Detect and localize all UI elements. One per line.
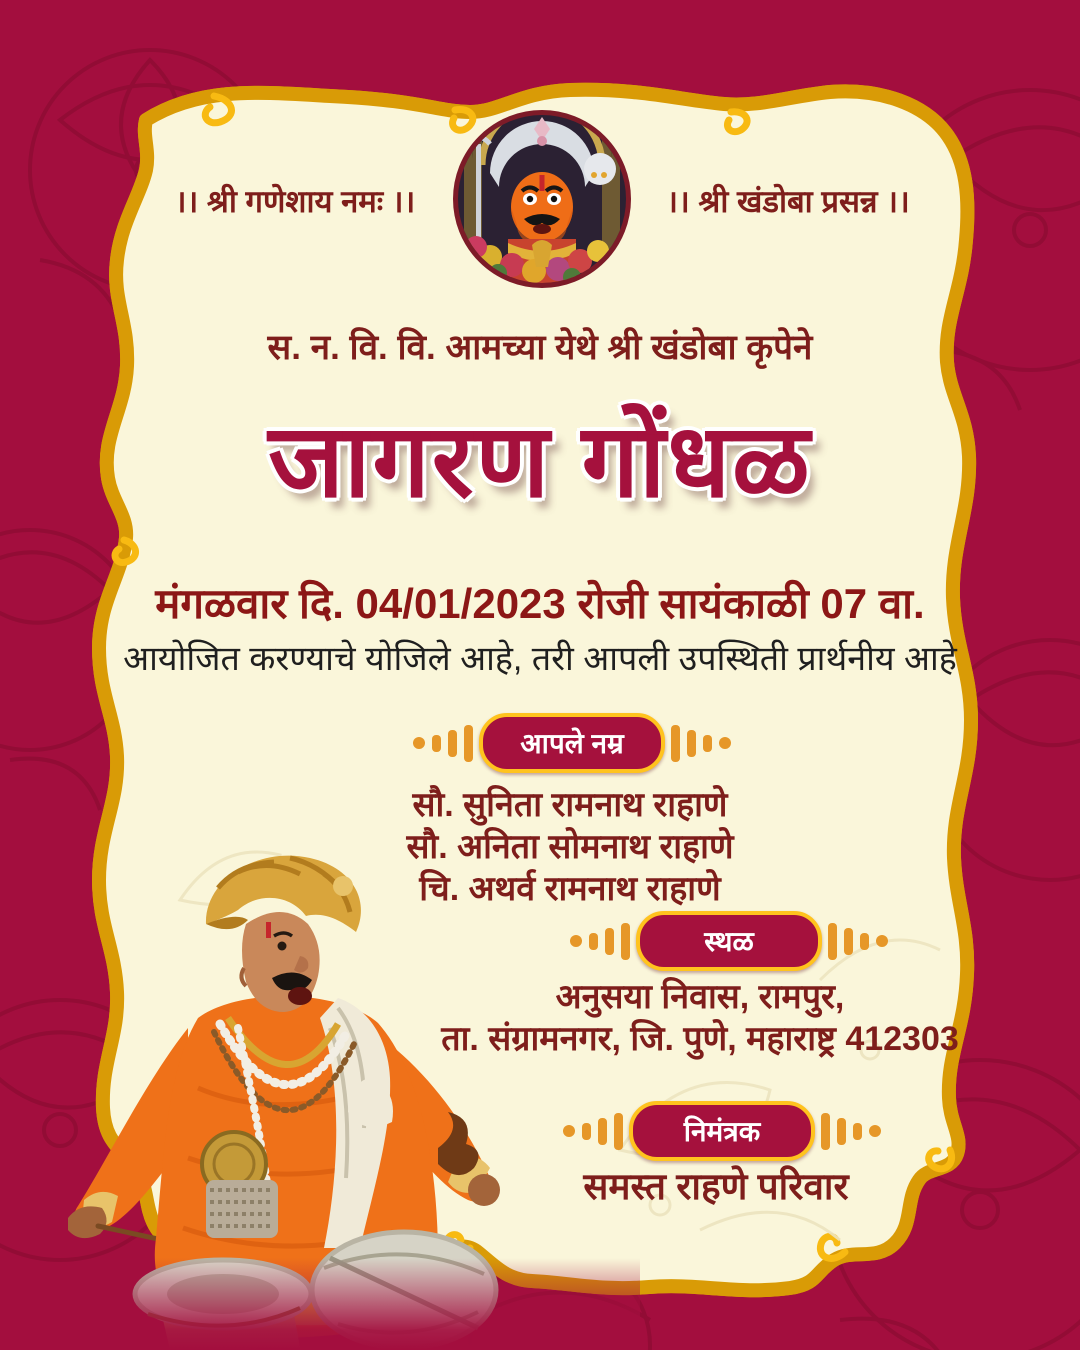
event-title: जागरण गोंधळ: [268, 404, 812, 518]
host-name: चि. अथर्व रामनाथ राहाणे: [419, 870, 721, 908]
badge-bar-icon: [687, 730, 696, 757]
event-date-line: मंगळवार दि. 04/01/2023 रोजी सायंकाळी 07 वा.: [155, 580, 925, 627]
badge-bar-icon: [464, 725, 473, 762]
badge-bar-icon: [844, 928, 853, 955]
badge-bar-icon: [821, 1113, 830, 1150]
right-blessing: ।। श्री खंडोबा प्रसन्न ।।: [666, 184, 910, 219]
badge-bar-icon: [605, 928, 614, 955]
badge-bar-icon: [837, 1118, 846, 1145]
badge-bar-icon: [703, 735, 712, 752]
badge-bar-icon: [828, 923, 837, 960]
badge-bar-icon: [671, 725, 680, 762]
request-line: आयोजित करण्याचे योजिले आहे, तरी आपली उपस्थिती प्रार्थनीय आहे: [123, 640, 957, 678]
badge-dot-icon: [570, 935, 582, 947]
hosts-badge: [413, 713, 731, 773]
badge-bar-icon: [614, 1113, 623, 1150]
host-name: सौ. अनिता सोमनाथ राहाणे: [406, 828, 734, 866]
badge-bar-icon: [589, 933, 598, 950]
badge-dot-icon: [719, 737, 731, 749]
badge-bar-icon: [448, 730, 457, 757]
badge-dot-icon: [869, 1125, 881, 1137]
venue-address-line: ता. संग्रामनगर, जि. पुणे, महाराष्ट्र 412303: [441, 1020, 959, 1058]
venue-badge-label: स्थळ: [636, 911, 822, 971]
venue-address-line: अनुसया निवास, रामपुर,: [555, 978, 845, 1016]
badge-bar-icon: [432, 735, 441, 752]
badge-bar-icon: [598, 1118, 607, 1145]
venue-badge: [570, 911, 888, 971]
khandoba-idol-icon: [453, 110, 631, 288]
badge-bar-icon: [621, 923, 630, 960]
badge-dot-icon: [413, 737, 425, 749]
intro-line: स. न. वि. वि. आमच्या येथे श्री खंडोबा कृपेने: [267, 328, 813, 367]
badge-bar-icon: [582, 1123, 591, 1140]
inviter-badge-label: निमंत्रक: [629, 1101, 815, 1161]
hosts-badge-label: आपले नम्र: [479, 713, 665, 773]
badge-dot-icon: [876, 935, 888, 947]
bottom-fade-overlay: [0, 1258, 640, 1350]
host-name: सौ. सुनिता रामनाथ राहाणे: [412, 786, 728, 824]
left-blessing: ।। श्री गणेशाय नमः ।।: [174, 184, 416, 219]
badge-bar-icon: [853, 1123, 862, 1140]
badge-dot-icon: [563, 1125, 575, 1137]
badge-bar-icon: [860, 933, 869, 950]
inviter-name: समस्त राहणे परिवार: [583, 1166, 849, 1207]
inviter-badge: [563, 1101, 881, 1161]
